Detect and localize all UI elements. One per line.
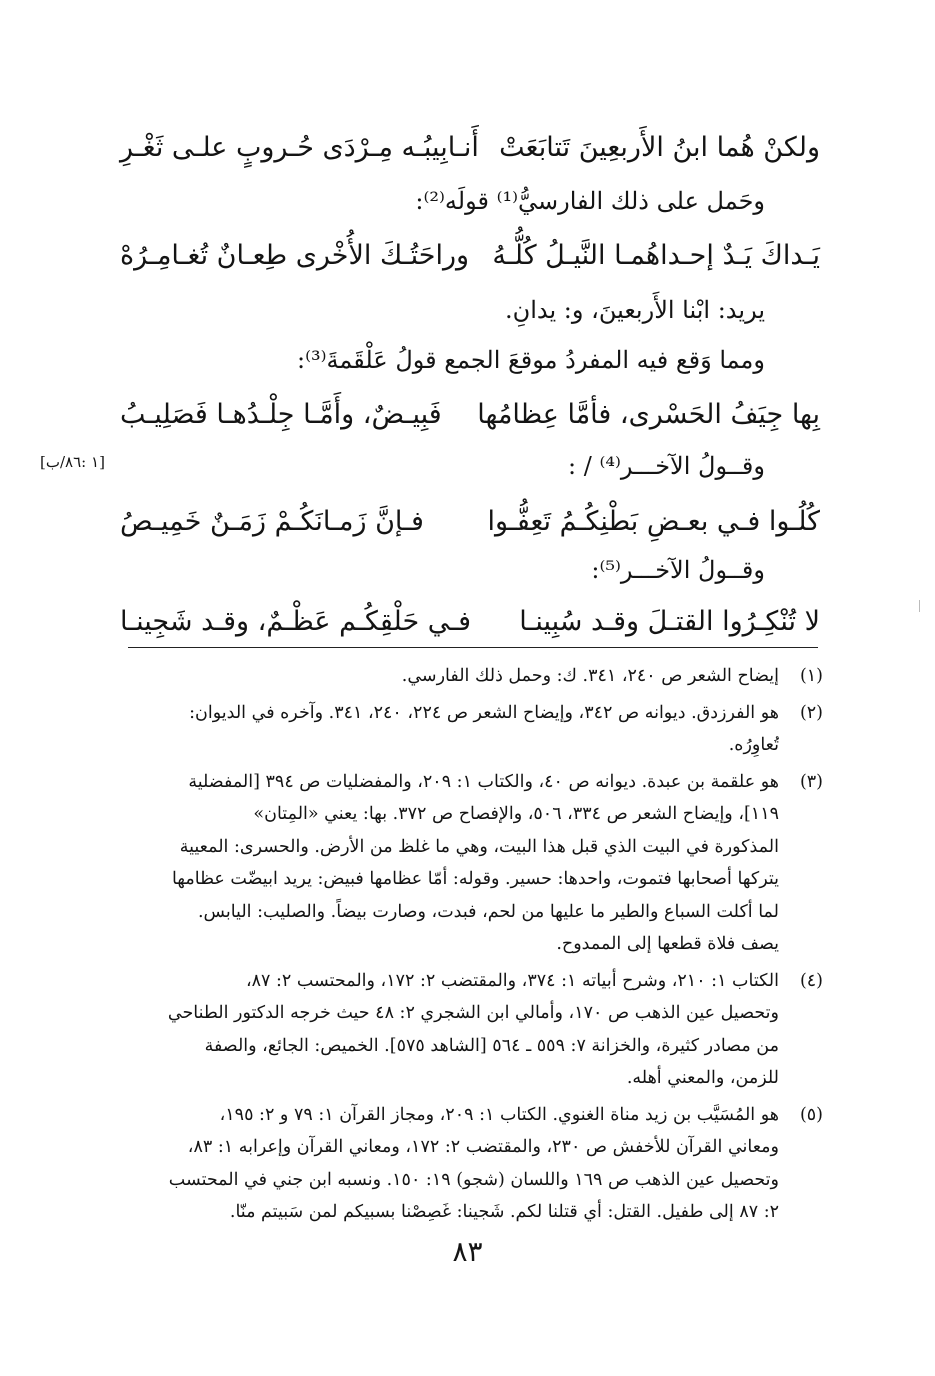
- verse-line-2: [120, 231, 820, 281]
- prose-line-another-poet-2: وقــولُ الآخـــر⁽⁵⁾:: [591, 556, 765, 584]
- footnotes-section: [128, 660, 823, 1233]
- footnote-line: تُعاوِرُه.: [728, 735, 779, 755]
- footnote-line: يتركها أصحابها فتموت، واحدها: حسير. وقوله: أمّا عظامها فبيض: يريد ابيضّت عظامها: [171, 869, 779, 889]
- footnote-5: [128, 1099, 823, 1229]
- footnote-line: هو المُسَيَّب بن زيد مناة الغنوي. الكتاب ١: ٢٠٩، ومجاز القرآن ١: ٧٩ و ٢: ١٩٥،: [219, 1104, 779, 1125]
- prose-line-explanation: يريد: ابْنا الأَربعينَ، و: يدانِ.: [504, 296, 765, 324]
- verse-4-second-hemistich: فـإنَّ زَمـانَكُـمْ زَمَـنٌ خَمِيـصُ: [120, 506, 424, 537]
- verse-1-first-hemistich: ولكنْ هُما ابنُ الأَربعِينَ تَتابَعَتْ: [499, 132, 820, 163]
- verse-4-first-hemistich: كُلُـوا فـي بعـضِ بَطْنِكُـمُ تَعِفُّـوا: [487, 506, 820, 537]
- footnote-line: لما أكلت السباع والطير ما عليها من لحم، فبدت، وصارت بيضاً. والصليب: اليابس.: [197, 901, 779, 922]
- footnote-separator: [128, 647, 818, 648]
- footnote-line: هو الفرزدق. ديوانه ص ٣٤٢، وإيضاح الشعر ص ٢٢٤، ٢٤٠، ٣٤١. وآخره في الديوان:: [189, 702, 779, 723]
- scan-speck: [919, 600, 920, 612]
- verse-line-1: [120, 123, 820, 173]
- footnote-number: (٣): [799, 771, 823, 792]
- prose-line-alqama-intro: ومما وَقع فيه المفردُ موقعَ الجمع قولُ عَلْقَمةَ⁽³⁾:: [297, 346, 765, 374]
- verse-5-first-hemistich: لا تُنْكِـرُوا القتـلَ وقـد سُبِينـا: [519, 606, 820, 637]
- footnote-2: [128, 697, 823, 762]
- footnote-line: للزمن، والمعني أهله.: [626, 1068, 779, 1088]
- footnote-1: [128, 660, 823, 693]
- footnote-line: وتحصيل عين الذهب ص ١٦٩ واللسان (شجو) ١٩: ١٥٠. ونسبه ابن جني في المحتسب: [168, 1169, 779, 1190]
- prose-line-attribution-farisi: وحَمل على ذلك الفارسيُّ⁽¹⁾ قولَه⁽²⁾:: [415, 187, 765, 215]
- footnote-line: إيضاح الشعر ص ٢٤٠، ٣٤١. ك: وحمل ذلك الفارسي.: [401, 666, 779, 686]
- footnote-line: وتحصيل عين الذهب ص ١٧٠، وأمالي ابن الشجري ٢: ٤٨ حيث خرجه الدكتور الطناحي: [167, 1003, 779, 1023]
- verse-line-3: [120, 390, 820, 440]
- footnote-line: يصف فلاة قطعها إلى الممدوح.: [556, 934, 779, 954]
- page-number: ٨٣: [452, 1235, 483, 1268]
- verse-2-second-hemistich: وراحَتُـكَ الأُخْرى طِعـانٌ تُغـامِـرُهْ: [120, 240, 470, 271]
- footnote-3: [128, 766, 823, 961]
- footnote-line: ٢: ٨٧ إلى طفيل. القتل: أي قتلنا لكم. شَجينا: غَصِصْنا بسبيكم لمن سَبيتم منّا.: [229, 1202, 779, 1222]
- verse-2-first-hemistich: يَـداكَ يَـدٌ إحـداهُمـا النَّيـلُ كُلُّـهُ: [492, 240, 820, 271]
- verse-3-second-hemistich: فَبِيـضٌ، وأَمَّـا جِلْـدُهـا فَصَلِيـبُ: [120, 399, 442, 430]
- verse-line-4: [120, 497, 820, 547]
- footnote-number: (٤): [799, 970, 823, 991]
- footnote-number: (٥): [799, 1104, 823, 1125]
- verse-line-5: [120, 597, 820, 647]
- footnote-line: الكتاب ١: ٢١٠، وشرح أبياته ١: ٣٧٤، والمقتضب ٢: ١٧٢، والمحتسب ٢: ٨٧،: [245, 970, 779, 991]
- footnote-line: ١١٩]، وإيضاح الشعر ص ٣٣٤، ٥٠٦، والإفصاح ص ٣٧٢. بها: يعني «المِتان»: [253, 804, 779, 824]
- manuscript-folio-marker: [١ :٨٦/ب]: [40, 453, 105, 471]
- footnote-4: [128, 965, 823, 1095]
- footnote-line: من مصادر كثيرة، والخزانة ٧: ٥٥٩ ـ ٥٦٤ [الشاهد ٥٧٥]. الخميص: الجائع، والصفة: [204, 1035, 779, 1056]
- footnote-number: (١): [799, 666, 823, 686]
- prose-line-another-poet-1: وقــولُ الآخـــر⁽⁴⁾ / :: [568, 452, 765, 480]
- footnote-line: هو علقمة بن عبدة. ديوانه ص ٤٠، والكتاب ١: ٢٠٩، والمفضليات ص ٣٩٤ [المفضلية: [188, 771, 779, 792]
- verse-1-second-hemistich: أَنـابِيبُـه مِـرْدَى حُـروبٍ علـى ثَغْـرِ: [120, 132, 479, 163]
- footnote-number: (٢): [799, 702, 823, 723]
- footnote-line: المذكورة في البيت الذي قبل هذا البيت، وهي ما غلظ من الأرض. والحسرى: المعيية: [179, 836, 779, 857]
- verse-5-second-hemistich: فـي حَلْقِكُـم عَظْـمٌ، وقـد شَجِينـا: [120, 606, 472, 637]
- footnote-line: ومعاني القرآن للأخفش ص ٢٣٠، والمقتضب ٢: ١٧٢، ومعاني القرآن وإعرابه ١: ٨٣،: [187, 1137, 779, 1157]
- verse-3-first-hemistich: بِها جِيَفُ الحَسْرى، فأمَّا عِظامُها: [477, 399, 820, 430]
